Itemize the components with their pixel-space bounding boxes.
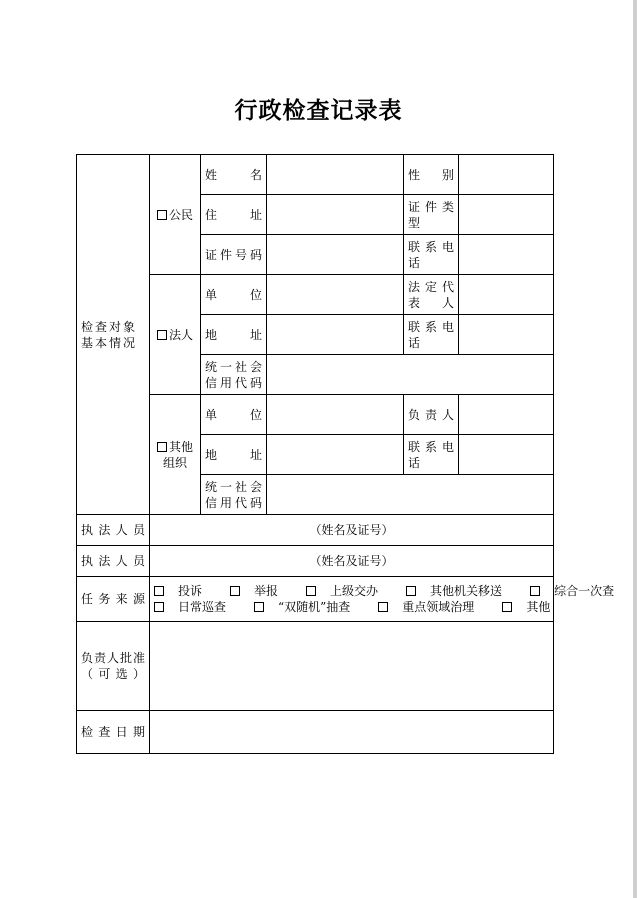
legal-address-label: 地址: [201, 315, 267, 355]
checkbox-icon: [154, 586, 164, 596]
task-source-row-2: [154, 599, 549, 615]
citizen-gender-field[interactable]: [459, 155, 554, 195]
org-credit-code-label: 统一社会信用代码: [201, 475, 267, 515]
citizen-name-label: 姓名: [201, 155, 267, 195]
checkbox-icon: [378, 602, 388, 612]
legal-person-checkbox[interactable]: 法人: [150, 275, 201, 395]
task-option[interactable]: 其他: [502, 600, 564, 614]
enforcer-2-field[interactable]: （姓名及证号）: [150, 546, 554, 577]
subject-info-label: 检查对象基本情况: [77, 155, 150, 515]
org-leader-label: 负责人: [404, 395, 459, 435]
task-option[interactable]: 投诉: [154, 584, 216, 598]
task-option[interactable]: “双随机”抽查: [254, 600, 364, 614]
task-source-row-1: [154, 583, 615, 599]
citizen-address-field[interactable]: [267, 195, 404, 235]
org-phone-field[interactable]: [459, 435, 554, 475]
legal-phone-label: 联系电话: [404, 315, 459, 355]
citizen-id-number-field[interactable]: [267, 235, 404, 275]
org-unit-label: 单位: [201, 395, 267, 435]
citizen-phone-field[interactable]: [459, 235, 554, 275]
legal-rep-field[interactable]: [459, 275, 554, 315]
task-option[interactable]: 日常巡查: [154, 600, 240, 614]
task-option[interactable]: 上级交办: [306, 584, 392, 598]
legal-credit-code-label: 统一社会信用代码: [201, 355, 267, 395]
org-unit-field[interactable]: [267, 395, 404, 435]
legal-rep-label: 法定代表人: [404, 275, 459, 315]
legal-unit-field[interactable]: [267, 275, 404, 315]
task-option[interactable]: 综合一次查: [530, 584, 628, 598]
citizen-id-type-field[interactable]: [459, 195, 554, 235]
org-phone-label: 联系电话: [404, 435, 459, 475]
enforcer-1-field[interactable]: （姓名及证号）: [150, 515, 554, 546]
citizen-id-number-label: 证件号码: [201, 235, 267, 275]
checkbox-icon: [157, 442, 167, 452]
checkbox-icon: [254, 602, 264, 612]
org-leader-field[interactable]: [459, 395, 554, 435]
page-edge: [633, 0, 637, 898]
legal-address-field[interactable]: [267, 315, 404, 355]
checkbox-icon: [406, 586, 416, 596]
other-org-checkbox[interactable]: 其他组织: [150, 395, 201, 515]
legal-phone-field[interactable]: [459, 315, 554, 355]
legal-credit-code-field[interactable]: [267, 355, 554, 395]
org-credit-code-field[interactable]: [267, 475, 554, 515]
citizen-name-field[interactable]: [267, 155, 404, 195]
enforcer-2-label: 执法人员: [77, 546, 150, 577]
citizen-phone-label: 联系电话: [404, 235, 459, 275]
checkbox-icon: [157, 210, 167, 220]
checkbox-icon: [154, 602, 164, 612]
task-option[interactable]: 举报: [230, 584, 292, 598]
checkbox-icon: [530, 586, 540, 596]
enforcer-1-label: 执法人员: [77, 515, 150, 546]
task-option[interactable]: 重点领域治理: [378, 600, 488, 614]
task-option[interactable]: 其他机关移送: [406, 584, 516, 598]
org-address-label: 地址: [201, 435, 267, 475]
org-address-field[interactable]: [267, 435, 404, 475]
check-date-field[interactable]: [150, 711, 554, 754]
checkbox-icon: [306, 586, 316, 596]
citizen-gender-label: 性别: [404, 155, 459, 195]
page-title: 行政检查记录表: [234, 97, 403, 124]
approver-label: 负责人批准（可选）: [77, 622, 150, 711]
citizen-id-type-label: 证件类型: [404, 195, 459, 235]
legal-unit-label: 单位: [201, 275, 267, 315]
checkbox-icon: [502, 602, 512, 612]
checkbox-icon: [230, 586, 240, 596]
inspection-form-table: [76, 154, 615, 754]
task-source-options: [150, 577, 615, 622]
check-date-label: 检查日期: [77, 711, 150, 754]
citizen-checkbox[interactable]: 公民: [150, 155, 201, 275]
approver-field[interactable]: [150, 622, 554, 711]
checkbox-icon: [157, 330, 167, 340]
citizen-address-label: 住址: [201, 195, 267, 235]
task-source-label: 任务来源: [77, 577, 150, 622]
